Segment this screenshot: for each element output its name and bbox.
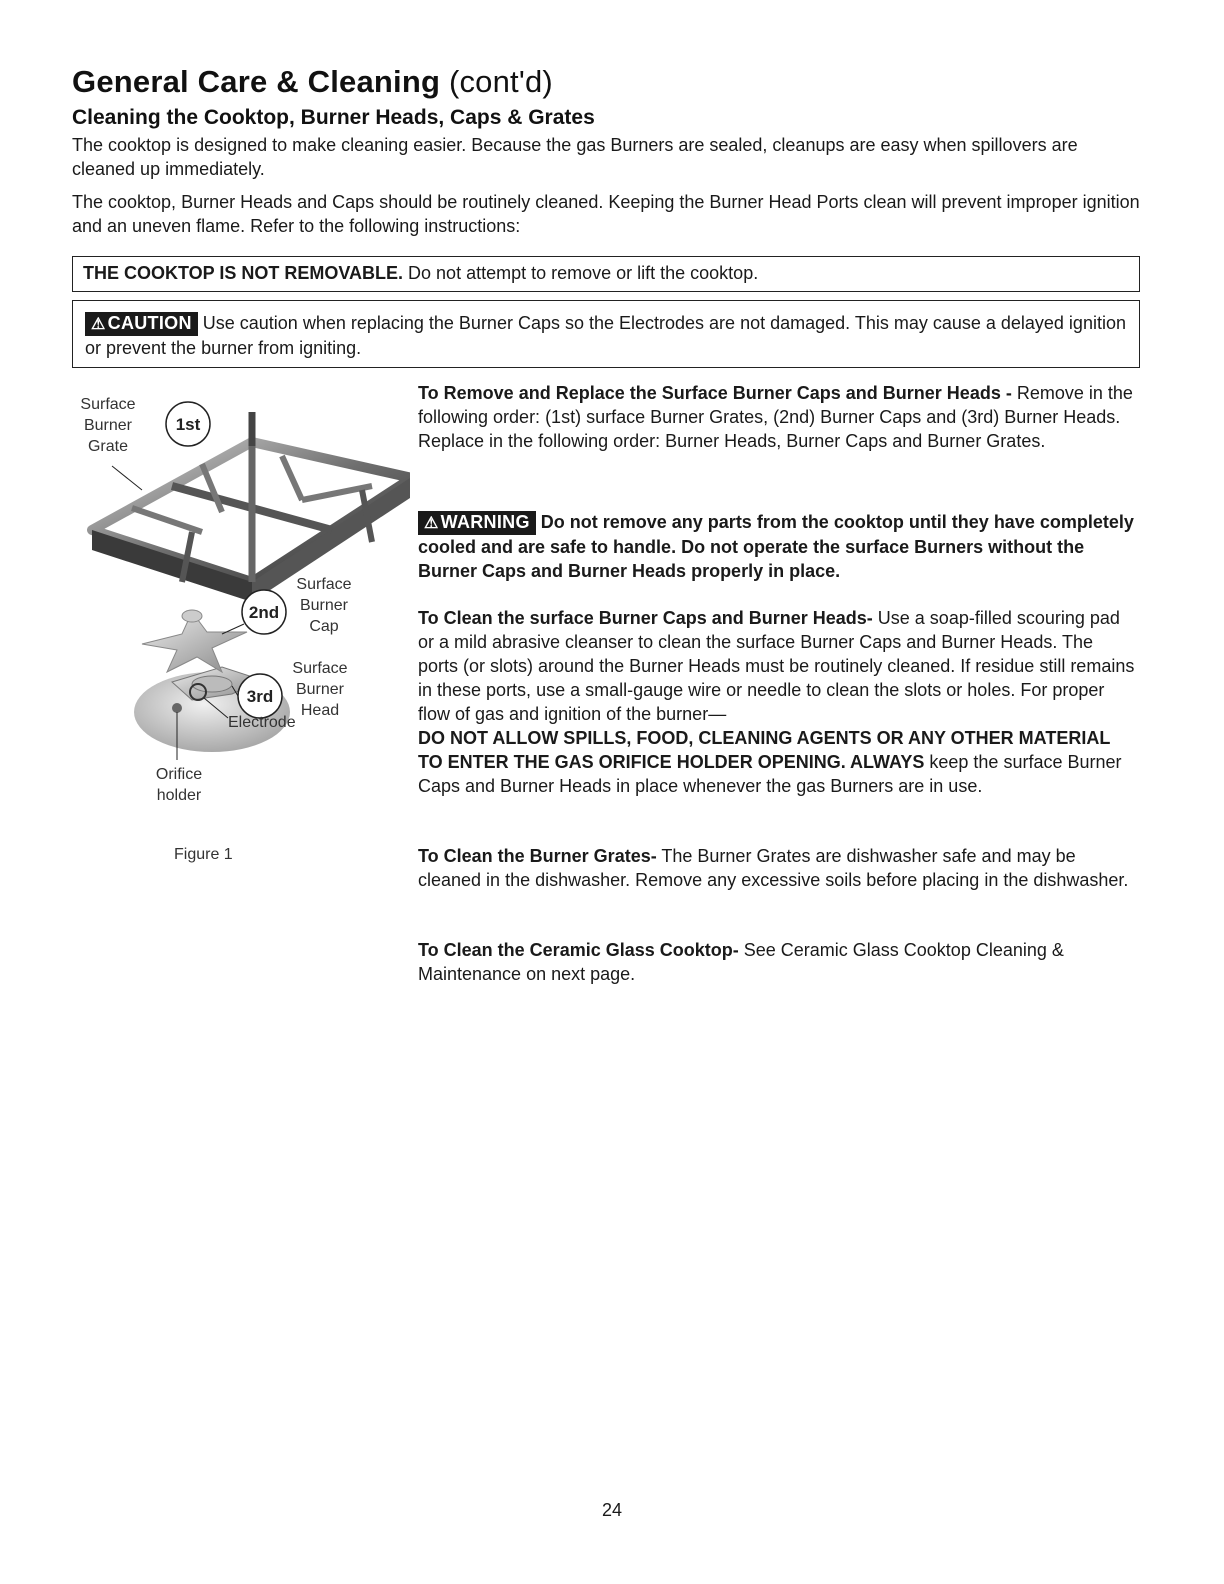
step-1-marker (166, 402, 210, 446)
orifice-label-line2: holder (156, 787, 202, 804)
page-title-main: General Care & Cleaning (72, 64, 441, 99)
cap-label-line2: Burner (299, 597, 349, 614)
grates-section (418, 844, 1136, 892)
glass-heading: To Clean the Ceramic Glass Cooktop- (418, 940, 739, 960)
remove-replace-section (418, 381, 1136, 453)
head-label-line3: Head (300, 702, 340, 719)
notice-box (72, 256, 1140, 292)
caution-text: Use caution when replacing the Burner Caps so the Electrodes are not damaged. This may cause a delayed ignition or prevent the burner from igniting. (85, 313, 1126, 358)
notice-bold: THE COOKTOP IS NOT REMOVABLE. (83, 263, 404, 283)
grates-text: The Burner Grates are dishwasher safe and may be cleaned in the dishwasher. Remove any excessive soils before placing in the dishwasher. (418, 846, 1129, 890)
warning-text: Do not remove any parts from the cooktop until they have completely cooled and are safe to handle. Do not operate the surface Burners without the Burner Caps and Burner Heads properly in place. (418, 512, 1134, 581)
clean-caps-section (418, 606, 1136, 798)
orifice-label-line1: Orifice (155, 766, 203, 783)
burner-figure (72, 382, 410, 842)
page-title (72, 64, 553, 100)
remove-replace-text: Remove in the following order: (1st) surface Burner Grates, (2nd) Burner Caps and (3rd) Burner Heads. Replace in the following order: Burner Heads, Burner Caps and Burner Grates. (418, 383, 1133, 451)
page-title-suffix: (cont'd) (448, 64, 553, 99)
intro-paragraph-1: The cooktop is designed to make cleaning easier. Because the gas Burners are sealed, cleanups are easy when spillovers are cleaned up immediately. (72, 135, 1078, 179)
clean-caps-text: Use a soap-filled scouring pad or a mild abrasive cleanser to clean the surface Burner Caps and Burner Heads. The ports (or slots) around the Burner Heads must be routinely cleaned. If residue still remains in these ports, use a small-gauge wire or needle to clean the slots or holes. For proper flow of gas and ignition of the burner— (418, 608, 1135, 724)
grate-label-line3: Grate (87, 438, 128, 455)
grate-leader-line (112, 466, 142, 490)
step-2-marker (242, 590, 286, 634)
cap-label-line3: Cap (309, 618, 339, 635)
caution-badge (85, 312, 198, 336)
step-2-label: 2nd (248, 603, 280, 622)
grate-label (72, 394, 144, 457)
cap-label-line1: Surface (296, 576, 352, 593)
remove-replace-heading: To Remove and Replace the Surface Burner Caps and Burner Heads - (418, 383, 1012, 403)
glass-text: See Ceramic Glass Cooktop Cleaning & Maintenance on next page. (418, 940, 1064, 984)
grates-heading: To Clean the Burner Grates- (418, 846, 657, 866)
notice-text: Do not attempt to remove or lift the cooktop. (403, 263, 759, 283)
head-label-line2: Burner (295, 681, 345, 698)
figure-caption: Figure 1 (174, 846, 233, 863)
step-1-label: 1st (175, 415, 201, 434)
cap-label (286, 574, 362, 637)
electrode-label: Electrode (228, 714, 296, 731)
head-label-line1: Surface (292, 660, 348, 677)
warning-triangle-icon: ⚠ (91, 316, 106, 333)
burner-cap-icon (142, 610, 247, 672)
caution-badge-label: CAUTION (107, 313, 192, 333)
orifice-label (144, 764, 214, 806)
page-number: 24 (601, 1500, 623, 1520)
warning-badge (418, 511, 536, 535)
caution-box (72, 300, 1140, 368)
orifice-icon (172, 703, 182, 713)
grate-label-line1: Surface (80, 396, 136, 413)
warning-triangle-icon: ⚠ (424, 515, 439, 532)
glass-section (418, 938, 1136, 986)
section-subtitle: Cleaning the Cooktop, Burner Heads, Caps & Grates (72, 106, 595, 129)
clean-caps-caps-warning: DO NOT ALLOW SPILLS, FOOD, CLEANING AGENTS OR ANY OTHER MATERIAL TO ENTER THE GAS ORIFICE HOLDER OPENING. ALWAYS (418, 728, 1110, 772)
warning-section (418, 510, 1136, 583)
clean-caps-heading: To Clean the surface Burner Caps and Burner Heads- (418, 608, 873, 628)
step-3-label: 3rd (246, 687, 274, 706)
grate-label-line2: Burner (83, 417, 133, 434)
intro-paragraph-2: The cooktop, Burner Heads and Caps should be routinely cleaned. Keeping the Burner Head Ports clean will prevent improper ignition and an uneven flame. Refer to the following instructions: (72, 192, 1140, 236)
clean-caps-tail: keep the surface Burner Caps and Burner Heads in place whenever the gas Burners are in use. (418, 752, 1122, 796)
warning-badge-label: WARNING (440, 512, 530, 532)
